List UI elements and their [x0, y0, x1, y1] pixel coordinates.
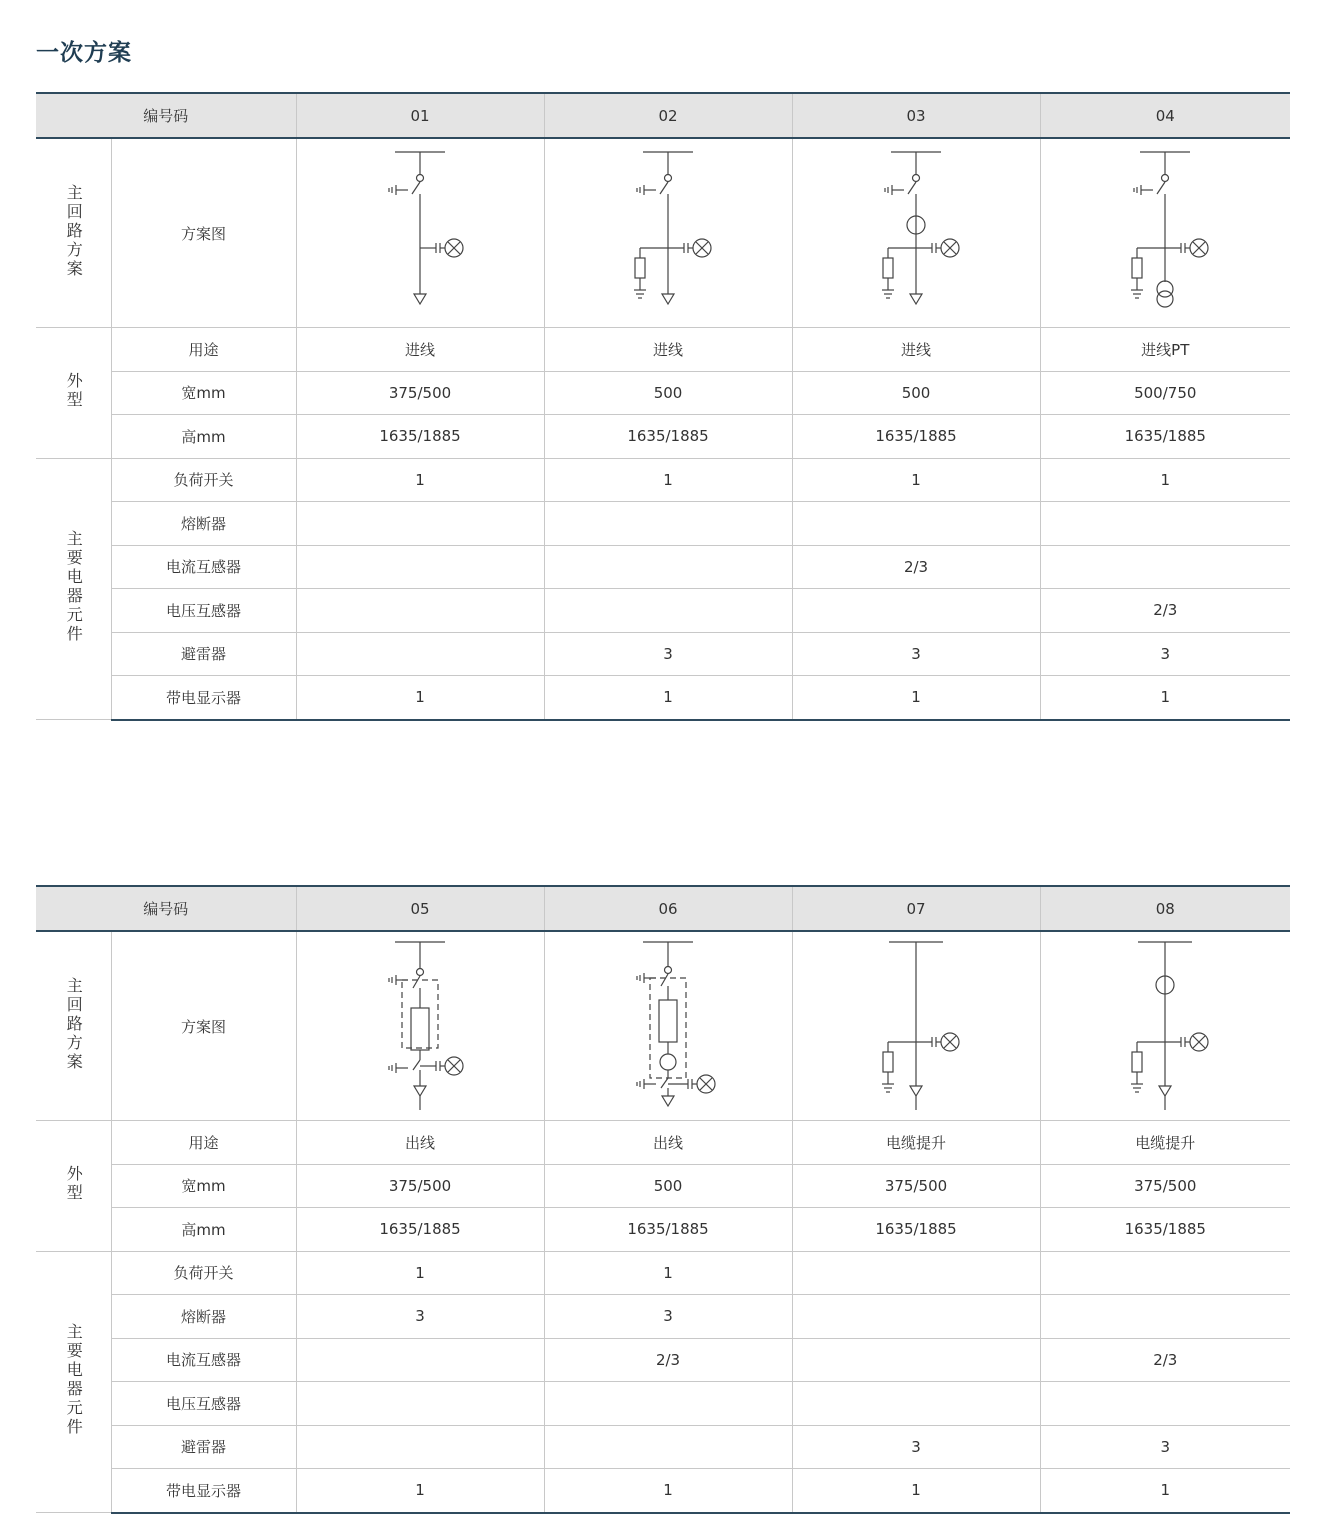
code-cell: 04	[1040, 93, 1290, 138]
table-cell: 3	[792, 1425, 1040, 1469]
table-cell: 1	[296, 1469, 544, 1513]
row-label: 宽mm	[111, 1164, 296, 1208]
table-row	[36, 1251, 1290, 1295]
table-row	[36, 545, 1290, 589]
row-label: 熔断器	[111, 502, 296, 546]
scheme-table-2	[36, 885, 1290, 1514]
table-cell: 进线	[296, 328, 544, 372]
table-cell: 3	[296, 1295, 544, 1339]
scheme-04-diagram-icon	[1105, 148, 1225, 318]
table-cell: 电缆提升	[1040, 1121, 1290, 1165]
table-cell: 375/500	[296, 1164, 544, 1208]
group-label-appearance: 外型	[36, 328, 111, 459]
table-cell: 1	[1040, 458, 1290, 502]
table-row	[36, 1295, 1290, 1339]
table-cell	[296, 502, 544, 546]
scheme-table-1	[36, 92, 1290, 721]
row-label: 用途	[111, 328, 296, 372]
group-label-components: 主要电器元件	[36, 458, 111, 720]
table-cell: 1	[792, 458, 1040, 502]
row-label: 电压互感器	[111, 589, 296, 633]
scheme-08-diagram-icon	[1105, 938, 1225, 1114]
row-label: 避雷器	[111, 1425, 296, 1469]
table-cell: 1	[544, 1469, 792, 1513]
table-row	[36, 1208, 1290, 1252]
table-cell: 1	[792, 676, 1040, 720]
row-label: 宽mm	[111, 371, 296, 415]
code-cell: 03	[792, 93, 1040, 138]
table-row	[36, 502, 1290, 546]
code-cell: 08	[1040, 886, 1290, 931]
table-cell: 出线	[296, 1121, 544, 1165]
table-cell	[1040, 545, 1290, 589]
header-row	[36, 886, 1290, 931]
table-cell	[544, 589, 792, 633]
table-cell: 1	[544, 458, 792, 502]
table-cell: 进线	[544, 328, 792, 372]
header-row	[36, 93, 1290, 138]
table-cell: 500	[544, 371, 792, 415]
code-cell: 07	[792, 886, 1040, 931]
scheme-07-diagram-icon	[856, 938, 976, 1114]
table-row	[36, 1425, 1290, 1469]
table-row	[36, 1382, 1290, 1426]
page-title: 一次方案	[36, 40, 132, 66]
table-cell: 1635/1885	[544, 415, 792, 459]
table-row	[36, 1164, 1290, 1208]
table-cell: 1	[1040, 1469, 1290, 1513]
table-cell: 2/3	[1040, 589, 1290, 633]
table-cell: 电缆提升	[792, 1121, 1040, 1165]
row-label: 方案图	[111, 931, 296, 1121]
table-cell	[296, 1338, 544, 1382]
row-label: 带电显示器	[111, 676, 296, 720]
table-cell: 1	[792, 1469, 1040, 1513]
table-cell: 1635/1885	[792, 1208, 1040, 1252]
scheme-05-diagram-icon	[360, 938, 480, 1114]
scheme-01-diagram-icon	[360, 148, 480, 318]
group-label-appearance: 外型	[36, 1121, 111, 1252]
table-cell: 1635/1885	[1040, 415, 1290, 459]
diagram-row	[36, 138, 1290, 328]
table-cell	[544, 545, 792, 589]
table-cell: 3	[1040, 1425, 1290, 1469]
group-label-main-circuit: 主回路方案	[36, 138, 111, 328]
table-cell: 出线	[544, 1121, 792, 1165]
table-cell: 1	[1040, 676, 1290, 720]
table-cell: 2/3	[792, 545, 1040, 589]
table-cell: 3	[792, 632, 1040, 676]
table-row	[36, 415, 1290, 459]
table-cell: 3	[544, 632, 792, 676]
diagram-cell	[544, 931, 792, 1121]
table-cell: 1	[544, 676, 792, 720]
table-cell	[792, 589, 1040, 633]
table-cell	[296, 545, 544, 589]
table-cell	[1040, 1295, 1290, 1339]
table-cell: 500	[544, 1164, 792, 1208]
diagram-cell	[792, 931, 1040, 1121]
table-cell: 1635/1885	[792, 415, 1040, 459]
scheme-06-diagram-icon	[608, 938, 728, 1114]
row-label: 电流互感器	[111, 545, 296, 589]
table-cell: 1	[296, 1251, 544, 1295]
table-cell: 500/750	[1040, 371, 1290, 415]
table-cell: 1	[544, 1251, 792, 1295]
diagram-cell	[1040, 138, 1290, 328]
table-row	[36, 328, 1290, 372]
table-cell: 1635/1885	[296, 415, 544, 459]
row-label: 高mm	[111, 415, 296, 459]
scheme-02-diagram-icon	[608, 148, 728, 318]
table-row	[36, 589, 1290, 633]
table-cell: 3	[1040, 632, 1290, 676]
code-header-label: 编号码	[36, 886, 296, 931]
table-row	[36, 1121, 1290, 1165]
diagram-cell	[1040, 931, 1290, 1121]
row-label: 负荷开关	[111, 1251, 296, 1295]
table-cell: 1	[296, 676, 544, 720]
table-cell	[296, 1382, 544, 1426]
row-label: 用途	[111, 1121, 296, 1165]
table-cell	[792, 502, 1040, 546]
table-cell: 1635/1885	[296, 1208, 544, 1252]
row-label: 高mm	[111, 1208, 296, 1252]
diagram-cell	[792, 138, 1040, 328]
row-label: 方案图	[111, 138, 296, 328]
table-cell: 375/500	[1040, 1164, 1290, 1208]
table-cell: 1635/1885	[1040, 1208, 1290, 1252]
table-row	[36, 371, 1290, 415]
table-cell: 375/500	[296, 371, 544, 415]
table-cell: 进线	[792, 328, 1040, 372]
table-cell: 2/3	[544, 1338, 792, 1382]
row-label: 熔断器	[111, 1295, 296, 1339]
table-cell	[1040, 1251, 1290, 1295]
diagram-cell	[296, 138, 544, 328]
code-header-label: 编号码	[36, 93, 296, 138]
code-cell: 02	[544, 93, 792, 138]
row-label: 避雷器	[111, 632, 296, 676]
table-cell: 1	[296, 458, 544, 502]
table-cell: 3	[544, 1295, 792, 1339]
table-cell	[296, 589, 544, 633]
group-label-main-circuit: 主回路方案	[36, 931, 111, 1121]
row-label: 电流互感器	[111, 1338, 296, 1382]
table-cell	[792, 1382, 1040, 1426]
group-label-components: 主要电器元件	[36, 1251, 111, 1513]
table-cell	[792, 1295, 1040, 1339]
table-row	[36, 1469, 1290, 1513]
table-row	[36, 1338, 1290, 1382]
scheme-03-diagram-icon	[856, 148, 976, 318]
table-cell: 1635/1885	[544, 1208, 792, 1252]
diagram-cell	[296, 931, 544, 1121]
diagram-row	[36, 931, 1290, 1121]
table-cell	[544, 502, 792, 546]
table-cell	[1040, 502, 1290, 546]
row-label: 电压互感器	[111, 1382, 296, 1426]
diagram-cell	[544, 138, 792, 328]
table-row	[36, 458, 1290, 502]
table-cell	[792, 1338, 1040, 1382]
row-label: 负荷开关	[111, 458, 296, 502]
table-row	[36, 632, 1290, 676]
row-label: 带电显示器	[111, 1469, 296, 1513]
code-cell: 01	[296, 93, 544, 138]
code-cell: 06	[544, 886, 792, 931]
table-cell	[544, 1382, 792, 1426]
code-cell: 05	[296, 886, 544, 931]
table-cell: 375/500	[792, 1164, 1040, 1208]
table-cell: 500	[792, 371, 1040, 415]
table-cell	[296, 632, 544, 676]
table-cell	[296, 1425, 544, 1469]
table-cell: 进线PT	[1040, 328, 1290, 372]
table-cell	[544, 1425, 792, 1469]
table-row	[36, 676, 1290, 720]
table-cell: 2/3	[1040, 1338, 1290, 1382]
table-cell	[792, 1251, 1040, 1295]
table-cell	[1040, 1382, 1290, 1426]
